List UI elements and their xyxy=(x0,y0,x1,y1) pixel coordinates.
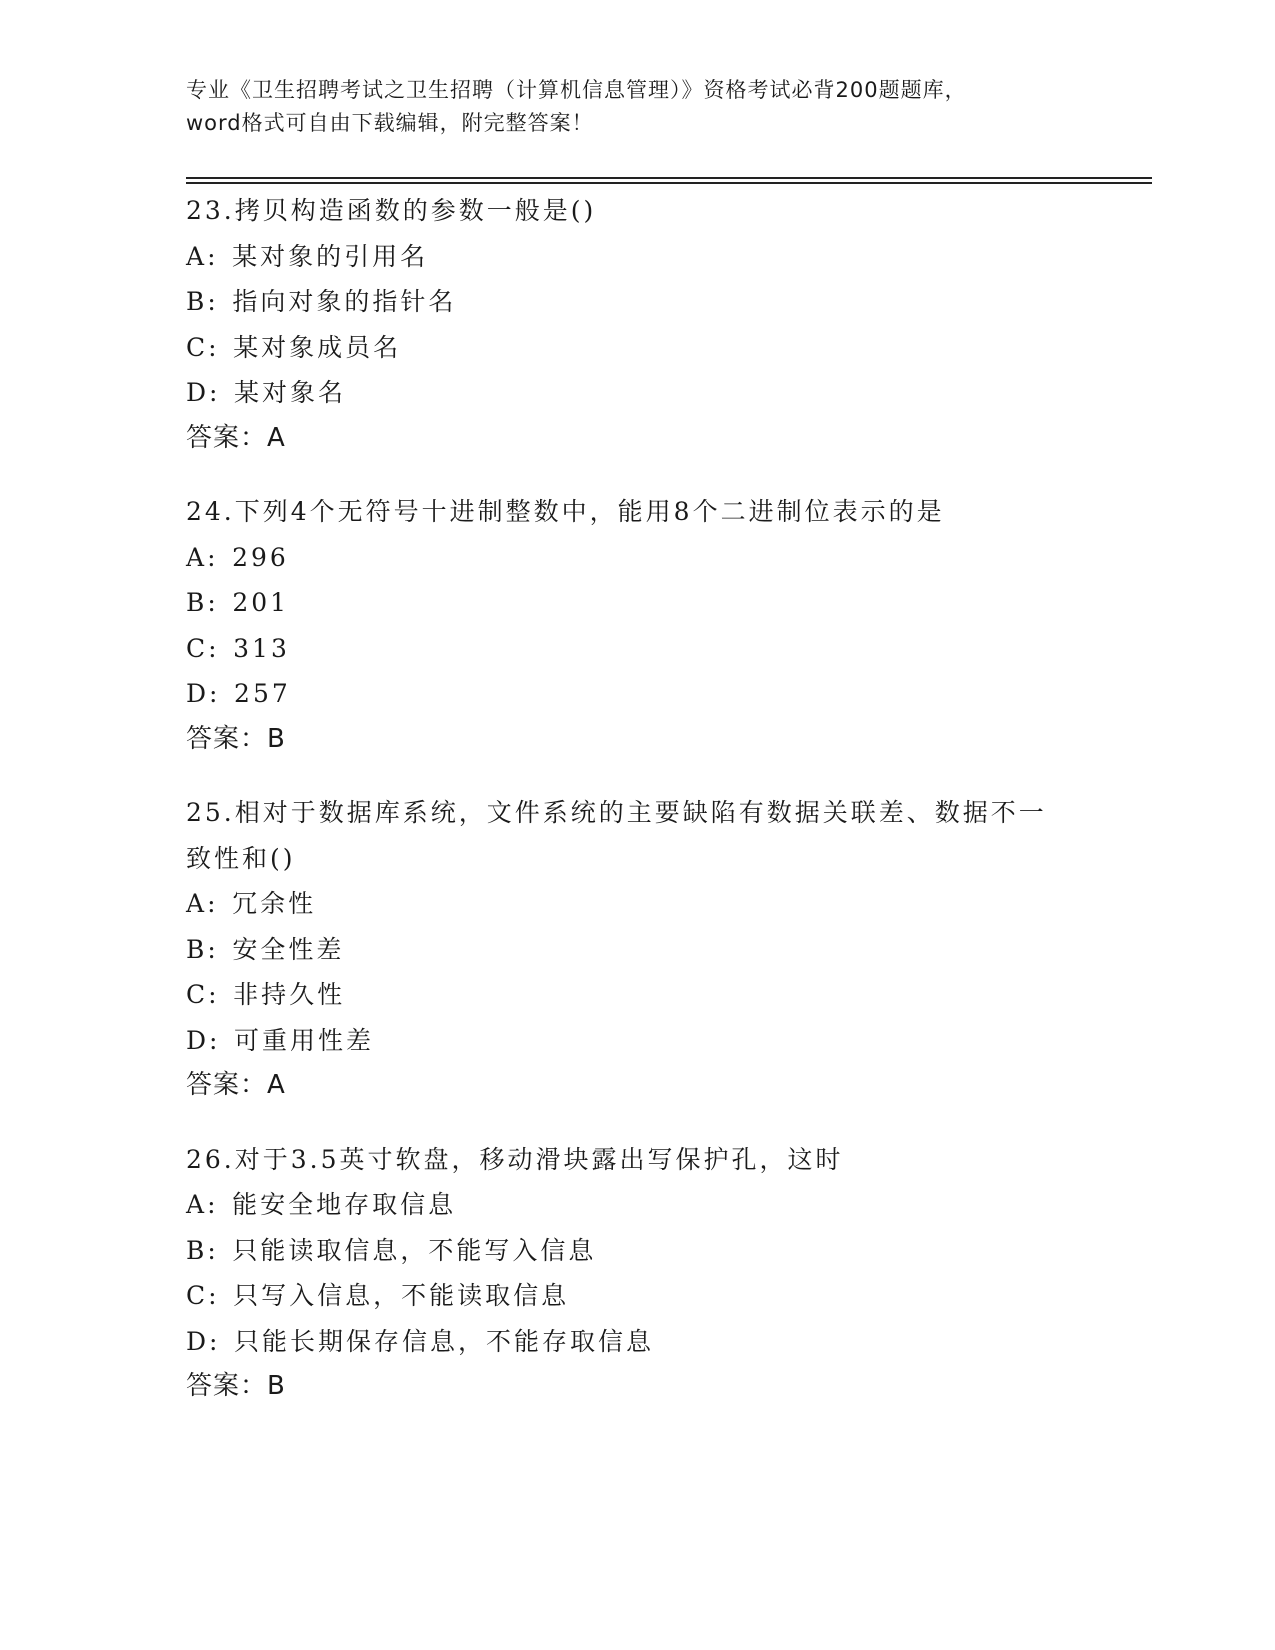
option-letter: A xyxy=(186,889,208,918)
option-letter: A xyxy=(186,241,208,271)
option-letter: B xyxy=(186,287,208,316)
option-separator: : xyxy=(207,241,219,271)
option-text: 某对象成员名 xyxy=(233,332,402,362)
option-text: 296 xyxy=(232,542,289,572)
option-separator: : xyxy=(207,1235,219,1265)
option-c xyxy=(186,972,1116,1018)
header-title-line-1: 专业《卫生招聘考试之卫生招聘（计算机信息管理）》资格考试必背200题题库， xyxy=(186,78,967,102)
option-letter: B xyxy=(186,1235,208,1265)
option-text: 非持久性 xyxy=(233,980,346,1009)
option-c xyxy=(186,626,1116,672)
option-separator: : xyxy=(208,633,220,663)
option-c xyxy=(186,325,1116,371)
option-text: 只能读取信息，不能写入信息 xyxy=(232,1235,597,1265)
question-26 xyxy=(186,1137,1116,1410)
option-separator: : xyxy=(208,1281,220,1310)
option-separator: : xyxy=(207,934,219,964)
option-d xyxy=(186,671,1116,717)
header-title-line-2: word格式可自由下载编辑，附完整答案！ xyxy=(186,111,594,135)
answer-line: 答案：A xyxy=(186,422,286,453)
option-text: 只能长期保存信息，不能存取信息 xyxy=(234,1326,655,1356)
option-a xyxy=(186,234,1116,280)
option-d xyxy=(186,1018,1116,1064)
question-stem: 25.相对于数据库系统，文件系统的主要缺陷有数据关联差、数据不一 xyxy=(186,798,1047,827)
option-b xyxy=(186,927,1116,973)
option-separator: : xyxy=(209,1025,221,1055)
option-a xyxy=(186,881,1116,927)
option-c xyxy=(186,1273,1116,1319)
header-divider-top xyxy=(186,177,1152,179)
option-text: 能安全地存取信息 xyxy=(232,1190,457,1219)
question-25 xyxy=(186,790,1116,1109)
question-stem: 23.拷贝构造函数的参数一般是() xyxy=(186,196,597,225)
question-stem-continued: 致性和() xyxy=(186,843,296,873)
option-letter: C xyxy=(186,1281,209,1310)
question-24 xyxy=(186,489,1116,762)
option-letter: B xyxy=(186,588,208,617)
question-list xyxy=(186,188,1116,1438)
option-a xyxy=(186,535,1116,581)
option-d xyxy=(186,1319,1116,1365)
option-b xyxy=(186,1228,1116,1274)
option-b xyxy=(186,580,1116,626)
answer-line: 答案：B xyxy=(186,1371,286,1401)
answer-line: 答案：B xyxy=(186,723,286,754)
option-letter: D xyxy=(186,679,210,708)
option-a xyxy=(186,1182,1116,1228)
option-letter: A xyxy=(186,542,208,572)
option-separator: : xyxy=(209,1326,221,1356)
option-separator: : xyxy=(207,588,219,617)
option-letter: C xyxy=(186,633,209,663)
option-letter: C xyxy=(186,980,209,1009)
option-text: 只写入信息，不能读取信息 xyxy=(233,1281,570,1310)
option-text: 指向对象的指针名 xyxy=(232,287,457,316)
option-letter: D xyxy=(186,1326,210,1356)
option-separator: : xyxy=(207,542,219,572)
document-header xyxy=(186,74,1106,140)
option-separator: : xyxy=(208,332,220,362)
question-stem: 26.对于3.5英寸软盘，移动滑块露出写保护孔，这时 xyxy=(186,1144,844,1174)
option-separator: : xyxy=(207,287,219,316)
option-text: 某对象名 xyxy=(234,378,347,407)
option-separator: : xyxy=(208,980,220,1009)
option-separator: : xyxy=(209,679,221,708)
option-letter: D xyxy=(186,1025,210,1055)
option-text: 257 xyxy=(234,679,291,708)
option-letter: D xyxy=(186,378,210,407)
option-text: 冗余性 xyxy=(232,889,317,918)
question-stem: 24.下列4个无符号十进制整数中，能用8个二进制位表示的是 xyxy=(186,497,945,526)
option-letter: B xyxy=(186,934,208,964)
option-text: 可重用性差 xyxy=(234,1025,375,1055)
answer-line: 答案：A xyxy=(186,1070,286,1100)
question-23 xyxy=(186,188,1116,461)
option-separator: : xyxy=(207,889,219,918)
option-text: 313 xyxy=(233,633,290,663)
option-b xyxy=(186,279,1116,325)
header-divider-bottom xyxy=(186,182,1152,184)
option-letter: C xyxy=(186,332,209,362)
option-text: 201 xyxy=(232,588,290,617)
option-separator: : xyxy=(207,1190,219,1219)
option-letter: A xyxy=(186,1190,208,1219)
option-text: 某对象的引用名 xyxy=(232,241,429,271)
option-d xyxy=(186,370,1116,416)
option-separator: : xyxy=(209,378,221,407)
option-text: 安全性差 xyxy=(232,934,345,964)
